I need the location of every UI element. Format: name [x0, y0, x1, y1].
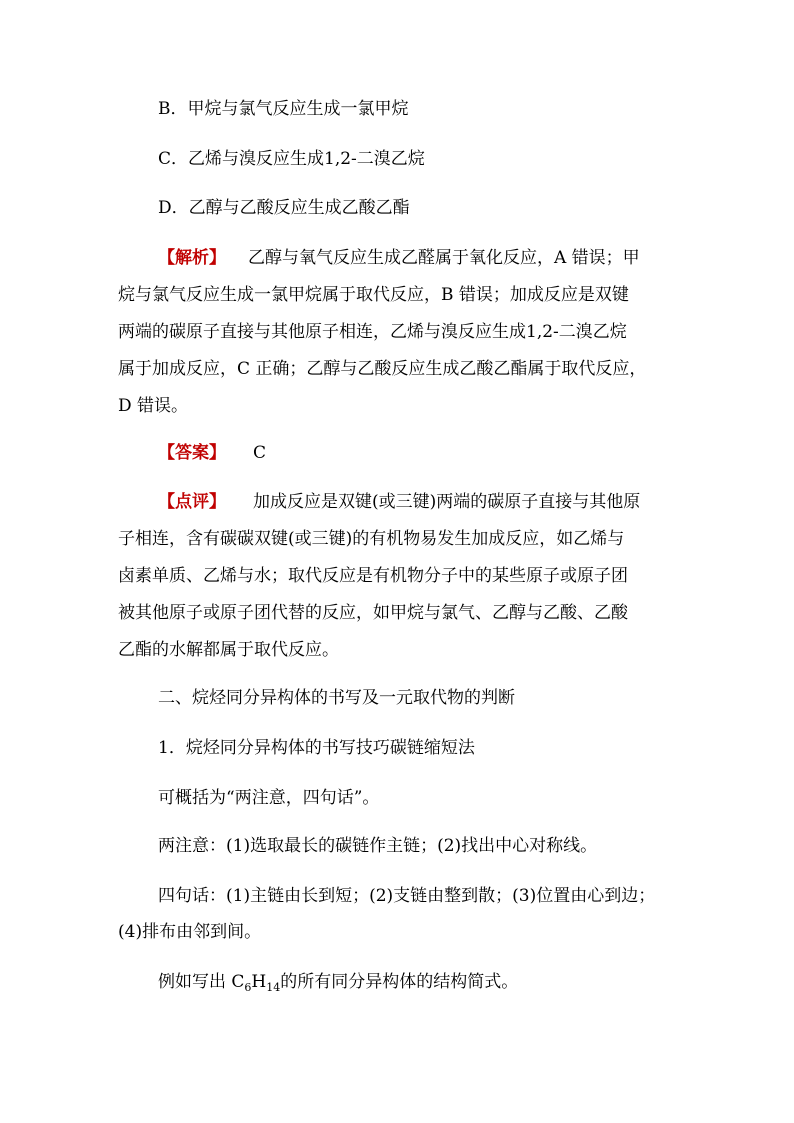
paragraph-four-sentences-1: 四句话：(1)主链由长到短；(2)支链由整到散；(3)位置由心到边；: [158, 886, 656, 906]
comment-line-1: [158, 492, 640, 512]
analysis-tag: 【解析】: [158, 248, 226, 268]
comment-text-1: 加成反应是双键(或三键)两端的碳原子直接与其他原: [253, 492, 641, 512]
formula-c-subscript: 6: [244, 981, 252, 994]
example-suffix: 的所有同分异构体的结构简式。: [280, 972, 519, 992]
analysis-line-4: 属于加成反应，C 正确；乙醇与乙酸反应生成乙酸乙酯属于取代反应，: [118, 359, 647, 379]
comment-line-4: 被其他原子或原子团代替的反应，如甲烷与氯气、乙醇与乙酸、乙酸: [118, 603, 628, 623]
formula-h-subscript: 14: [266, 981, 281, 994]
answer-line: [158, 443, 266, 463]
paragraph-four-sentences-2: (4)排布由邻到间。: [118, 922, 262, 942]
analysis-text-1: 乙醇与氧气反应生成乙醛属于氧化反应，A 错误；甲: [248, 248, 640, 268]
analysis-line-5: D 错误。: [118, 396, 189, 416]
section-heading: 二、烷烃同分异构体的书写及一元取代物的判断: [158, 688, 515, 708]
formula-h: H: [251, 972, 267, 992]
analysis-line-2: 烷与氯气反应生成一氯甲烷属于取代反应，B 错误；加成反应是双键: [118, 285, 629, 305]
paragraph-summary: 可概括为“两注意，四句话”。: [158, 788, 380, 808]
answer-value: C: [253, 443, 267, 463]
comment-line-5: 乙酯的水解都属于取代反应。: [118, 640, 339, 660]
subsection-heading: 1．烷烃同分异构体的书写技巧碳链缩短法: [158, 738, 475, 758]
comment-line-3: 卤素单质、乙烯与水；取代反应是有机物分子中的某些原子或原子团: [118, 566, 628, 586]
option-c: C．乙烯与溴反应生成1,2-二溴乙烷: [158, 149, 425, 169]
option-b: B．甲烷与氯气反应生成一氯甲烷: [158, 99, 409, 119]
analysis-line-1: [158, 248, 640, 268]
formula-c: C: [231, 972, 245, 992]
comment-line-2: 子相连，含有碳碳双键(或三键)的有机物易发生加成反应，如乙烯与: [118, 529, 625, 549]
analysis-line-3: 两端的碳原子直接与其他原子相连，乙烯与溴反应生成1,2-二溴乙烷: [118, 322, 627, 342]
comment-tag: 【点评】: [158, 492, 226, 512]
example-prefix: 例如写出: [158, 972, 232, 992]
option-d: D．乙醇与乙酸反应生成乙酸乙酯: [158, 198, 410, 218]
paragraph-two-notes: 两注意：(1)选取最长的碳链作主链；(2)找出中心对称线。: [158, 836, 598, 856]
example-line: [158, 972, 518, 998]
answer-tag: 【答案】: [158, 443, 226, 463]
